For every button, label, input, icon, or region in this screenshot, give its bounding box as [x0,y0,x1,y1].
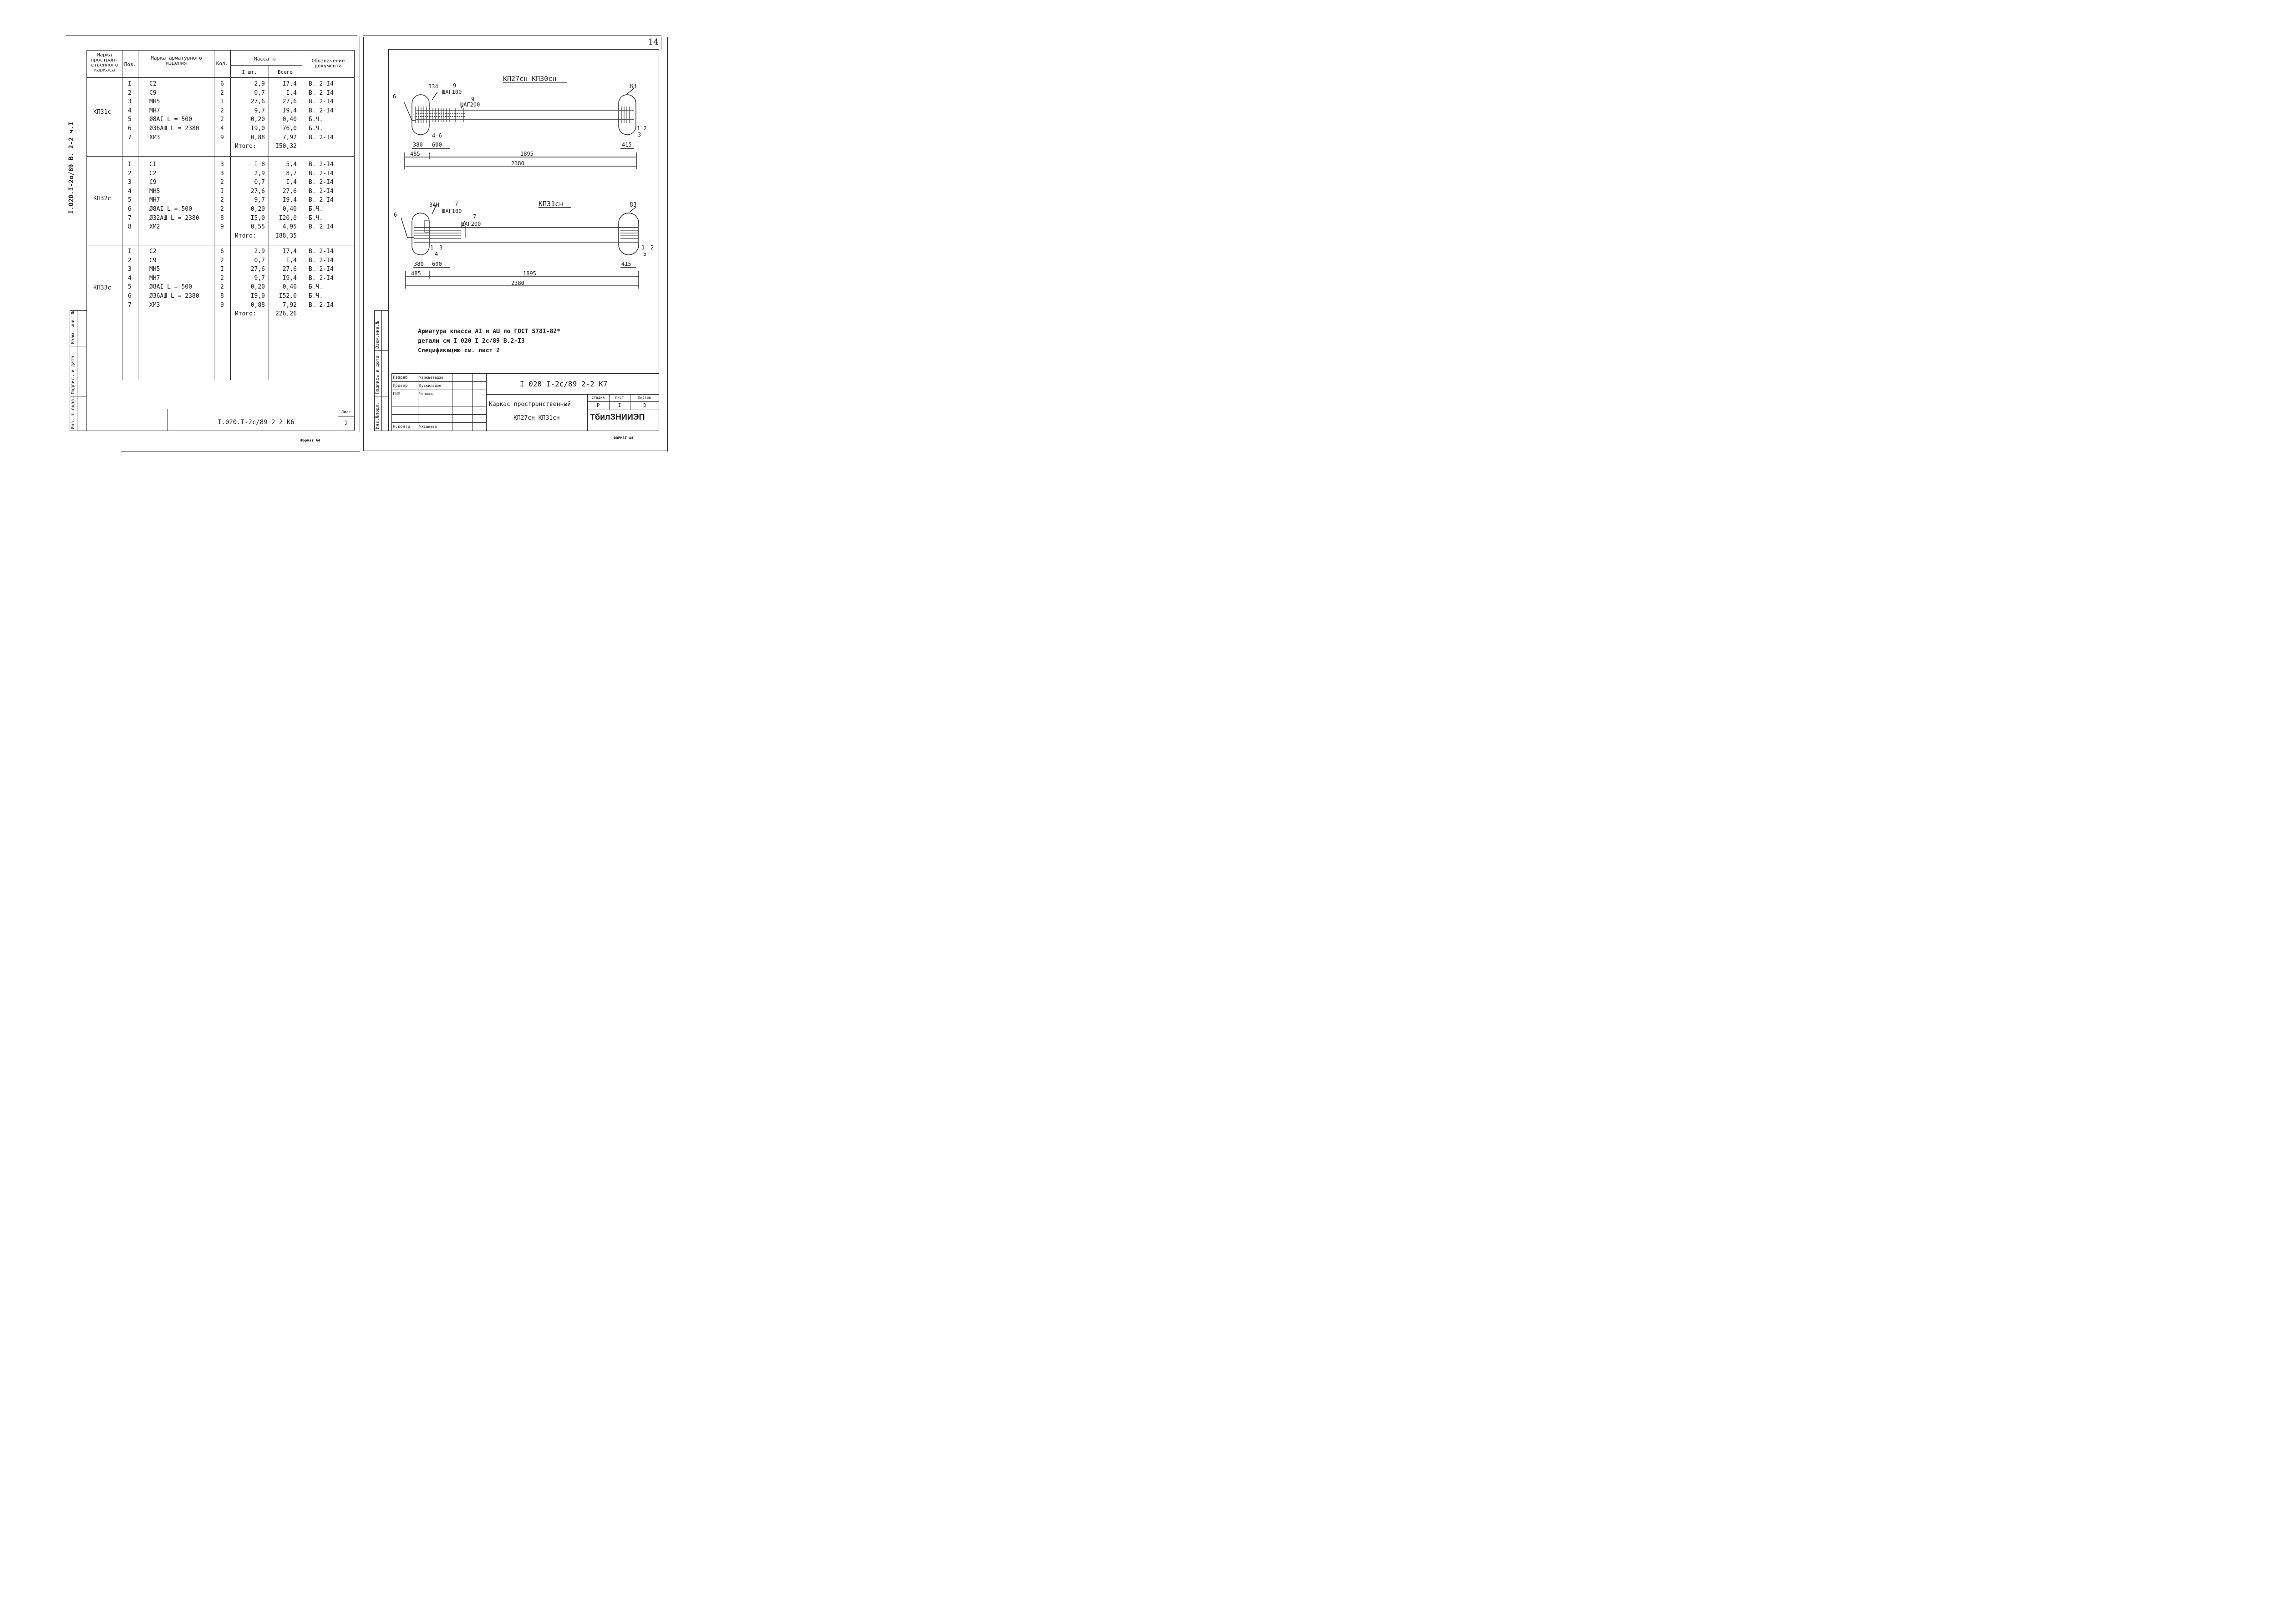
stamp-role: ГИП [393,392,401,396]
cell-total: 27,6 [282,266,297,273]
cell-one: I9,0 [250,293,265,299]
cell-total: I,4 [286,179,297,186]
label: 3 [638,132,641,138]
note-1: Арматура класса АI и АШ по ГОСТ 578I-82* [418,328,561,335]
cell-pos: 3 [128,179,132,186]
side-document-code: I.020.I-2o/89 В. 2-2 ч.I [68,122,75,214]
cell-doc: В. 2-I4 [309,98,334,106]
cell-pos: 3 [128,266,132,273]
tb-line [391,373,659,374]
page-number: 14 [648,37,659,47]
cell-total: I,4 [286,257,297,264]
cell-pos: 6 [128,293,132,299]
margin-label-replace: Взам. инв. № [71,311,76,344]
organization: ТбилЗНИИЭП [590,412,645,421]
cell-total: I9,4 [282,274,297,282]
label: 2 [650,244,654,251]
total-label: Итого: [235,143,256,150]
stamp-title-2: КП27сн КП31сн [513,415,560,421]
stamp-name: Бускиладзе [419,384,442,388]
cell-one: 0,7 [254,179,265,186]
cell-qty: 9 [220,134,224,141]
cell-doc: В. 2-I4 [309,188,334,195]
label: 9 [471,96,475,102]
cell-mark: МН7 [149,107,160,114]
total-value: I88,35 [275,232,297,239]
cell-one: 9,7 [254,107,265,114]
cell-total: I20,0 [279,214,297,222]
label: 7 [455,201,458,207]
frame-top [86,50,354,51]
label: ШАГ200 [461,221,481,227]
cell-total: I9,4 [282,107,297,114]
cell-pos: 7 [128,301,132,309]
cell-doc: В. 2-I4 [309,248,334,255]
label: 600 [432,261,442,267]
stamp-name: Чкванава [419,425,437,429]
cell-doc: Б.Ч. [309,293,323,299]
cell-doc: Б.Ч. [309,214,323,222]
sheets-value: 3 [643,402,646,408]
cell-mark: МН7 [149,197,160,204]
label: 83 [630,83,637,90]
cell-one: 27,6 [250,98,265,106]
group-name: КП33с [93,284,112,291]
cell-mark: СI [149,161,157,168]
cell-qty: 2 [220,89,224,96]
label: 2380 [511,280,524,286]
cell-qty: 9 [220,301,224,309]
tb-line [587,401,659,402]
mass-subheader-line [230,65,302,66]
group-name: КП32с [93,195,112,202]
footer-code: I.020.I-2с/89 2 2 К6 [218,419,295,426]
cell-mark: МН7 [149,274,160,282]
cell-total: I9,4 [282,197,297,204]
total-value: 226,26 [275,310,297,318]
header-bottom-line [86,77,354,78]
cell-doc: Б.Ч. [309,206,323,213]
cell-total: 27,6 [282,188,297,195]
cell-qty: I [220,266,224,273]
cell-doc: В. 2-I4 [309,274,334,282]
cell-mark: С2 [149,81,157,87]
label: 600 [432,142,442,148]
stamp-row-line [391,414,486,415]
label: 485 [411,270,421,277]
cell-qty: 6 [220,248,224,255]
cell-mark: ХМ3 [149,301,160,309]
cell-one: 0,88 [250,301,265,309]
tb-line [486,373,487,431]
margin-label-sign: Подпись и дата [71,355,76,394]
cell-total: I7,4 [282,248,297,255]
col-line [230,50,231,380]
stamp-row-line [391,422,486,423]
frame-right [354,50,355,431]
label: 1 [641,244,645,251]
cell-mark: МН5 [149,266,160,273]
cell-one: 9,7 [254,274,265,282]
cell-one: I9,0 [250,125,265,132]
cell-total: I,4 [286,89,297,96]
cell-mark: Ø8АI L = 500 [149,206,192,213]
label: 6 [394,212,397,218]
label: 415 [621,261,631,267]
label: 6 [393,93,396,100]
header-mass: Масса кг [254,56,278,62]
label: 5 [643,251,647,257]
cell-qty: 8 [220,293,224,299]
label: 380 [413,142,423,148]
frame-top [388,49,659,50]
margin-line [381,310,382,431]
cell-mark: С9 [149,89,157,96]
header-mark-space: Марка простран-ственного каркаса [91,52,118,73]
cell-pos: 5 [128,116,132,123]
group-divider [86,156,354,157]
label: 34Н [429,202,439,208]
cell-one: 0,55 [250,223,265,231]
cell-pos: 3 [128,98,132,106]
cell-doc: В. 2-I4 [309,301,334,309]
cell-pos: I [128,81,132,87]
cell-mark: МН5 [149,188,160,195]
cell-doc: В. 2-I4 [309,223,334,231]
header-doc: Обозначение документа [311,58,345,69]
cell-pos: I [128,161,132,168]
label: 4 [435,251,438,257]
cell-qty: 2 [220,274,224,282]
cell-pos: 5 [128,197,132,204]
label: ШАГ100 [442,89,462,95]
label: 1 2 [637,125,647,132]
margin-label-inv: Инв.№подл. [375,401,380,429]
sheet-label: Лист [615,396,624,400]
header-mass-total: Всего [277,69,293,75]
label: 1 [430,244,434,251]
cell-mark: С9 [149,179,157,186]
margin-line [374,310,388,311]
cell-total: I7,4 [282,81,297,87]
cell-mark: Ø8АI L = 500 [149,116,192,123]
sheet-number: 2 [344,420,348,427]
stamp-name: Чайкветадзе [419,376,443,380]
cell-doc: В. 2-I4 [309,134,334,141]
cell-total: 76,0 [282,125,297,132]
label: 9 [453,82,457,89]
label: 1895 [520,151,533,157]
cell-mark: Ø36АШ L = 2380 [149,125,199,132]
cell-total: 5,4 [286,161,297,168]
cell-pos: 4 [128,274,132,282]
cell-total: 0,40 [282,284,297,291]
margin-label-sign: Подпись и дата [375,355,380,394]
cell-mark: МН5 [149,98,160,106]
margin-label-replace: Взам.инв.№ [375,321,380,349]
stamp-title-1: Каркас пространственный [489,401,571,408]
cell-pos: I [128,248,132,255]
cell-mark: Ø32АШ L = 2380 [149,214,199,222]
cell-one: 0,20 [250,206,265,213]
cell-mark: Ø8АI L = 500 [149,284,192,291]
cell-doc: В. 2-I4 [309,170,334,177]
cell-doc: В. 2-I4 [309,89,334,96]
drawing-2-title: КП31сн [539,200,564,208]
cell-doc: В. 2-I4 [309,179,334,186]
cell-doc: В. 2-I4 [309,197,334,204]
cell-doc: В. 2-I4 [309,161,334,168]
cell-doc: В. 2-I4 [309,266,334,273]
cell-mark: ХМ2 [149,223,160,231]
header-qty: Кол. [216,61,229,66]
cell-one: 2,9 [254,170,265,177]
label: 2380 [511,160,524,167]
cell-doc: В. 2-I4 [309,257,334,264]
tb-line [486,394,659,395]
label: 485 [410,151,420,157]
sheets-label: Листов [638,396,651,400]
cell-pos: 2 [128,89,132,96]
cell-qty: 3 [220,170,224,177]
cell-doc: Б.Ч. [309,116,323,123]
cell-one: 27,6 [250,266,265,273]
cell-qty: 2 [220,116,224,123]
cell-one: 0,88 [250,134,265,141]
header-mass-one: I шт. [242,69,257,75]
cell-total: 7,92 [282,301,297,309]
stamp-role: Разраб [393,376,408,380]
cell-qty: 8 [220,214,224,222]
format-label: ФОРМАТ А4 [614,436,634,440]
cell-pos: 2 [128,257,132,264]
cell-qty: I [220,188,224,195]
cell-doc: В. 2-I4 [309,107,334,114]
cell-qty: 2 [220,197,224,204]
total-label: Итого: [235,232,256,239]
label: 415 [622,142,632,148]
note-2: детали см I 020 I 2с/89 В.2-I3 [418,338,525,345]
cell-one: 0,20 [250,116,265,123]
cell-pos: 6 [128,125,132,132]
sheet-label: Лист [341,410,351,415]
stamp-code: I 020 I-2с/89 2-2 К7 [520,380,608,388]
cell-mark: С2 [149,170,157,177]
cell-total: 4,95 [282,223,297,231]
cell-total: 0,40 [282,206,297,213]
cell-doc: Б.Ч. [309,284,323,291]
cell-qty: 2 [220,107,224,114]
cell-qty: 6 [220,81,224,87]
cell-total: 8,7 [286,170,297,177]
stamp-role: Провер [393,384,408,388]
cell-qty: 4 [220,125,224,132]
cell-pos: 8 [128,223,132,231]
stamp-name: Чванава [419,392,435,396]
cell-qty: 3 [220,161,224,168]
right-outer-right [667,37,668,452]
top-trim-line [66,35,357,36]
rebar-drawings [388,68,657,296]
group-name: КП31с [93,109,112,116]
cell-total: I52,0 [279,293,297,299]
note-3: Спецификацию см. лист 2 [418,347,500,354]
margin-line [374,310,375,431]
header-pos: Поз. [124,61,137,67]
stamp-row-line [391,381,486,382]
cell-total: 0,40 [282,116,297,123]
cell-pos: 7 [128,214,132,222]
cell-one: 0,7 [254,89,265,96]
label: 334 [428,83,438,90]
right-outer-left [363,37,364,451]
stage-value: Р [596,402,600,408]
stamp-role: Н.контр [393,425,410,429]
header-mark-item: Марка арматурного изделия [151,55,202,66]
label: 4-6 [432,132,442,139]
label: ШАГ100 [442,208,462,214]
cell-qty: 9 [220,223,224,231]
cell-one: I 8 [254,161,265,168]
total-value: I50,32 [275,143,297,150]
margin-label-inv: Инв. № подл. [71,396,76,429]
cell-mark: ХМ3 [149,134,160,141]
cell-qty: I [220,98,224,106]
format-label: Формат А4 [300,438,320,442]
cell-mark: Ø36АШ L = 2380 [149,293,199,299]
total-label: Итого: [235,310,256,318]
cell-pos: 5 [128,284,132,291]
stage-label: Стадия [591,396,605,400]
cell-one: 0,7 [254,257,265,264]
cell-qty: 2 [220,179,224,186]
cell-one: 9,7 [254,197,265,204]
cell-total: 7,92 [282,134,297,141]
cell-pos: 4 [128,107,132,114]
cell-one: 27,6 [250,188,265,195]
label: 7 [473,213,477,220]
cell-qty: 2 [220,257,224,264]
margin-line [374,350,388,351]
cell-pos: 4 [128,188,132,195]
cell-doc: В. 2-I4 [309,81,334,87]
cell-pos: 6 [128,206,132,213]
sheet-value: I [618,402,621,408]
cell-qty: 2 [220,284,224,291]
label: 3 [439,244,443,251]
cell-one: 2,9 [254,81,265,87]
label: 380 [414,261,424,267]
label: 1895 [523,270,536,277]
cell-one: 2.9 [254,248,265,255]
cell-mark: С9 [149,257,157,264]
label: 83 [630,202,637,208]
cell-total: 27,6 [282,98,297,106]
label: ШАГ200 [460,102,480,108]
drawing-1-title: КП27сн КП30сн [503,75,557,83]
cell-one: 0,20 [250,284,265,291]
cell-pos: 2 [128,170,132,177]
cell-qty: 2 [220,206,224,213]
cell-pos: 7 [128,134,132,141]
frame-left [86,50,87,431]
cell-one: I5,0 [250,214,265,222]
cell-doc: Б.Ч. [309,125,323,132]
cell-mark: С2 [149,248,157,255]
